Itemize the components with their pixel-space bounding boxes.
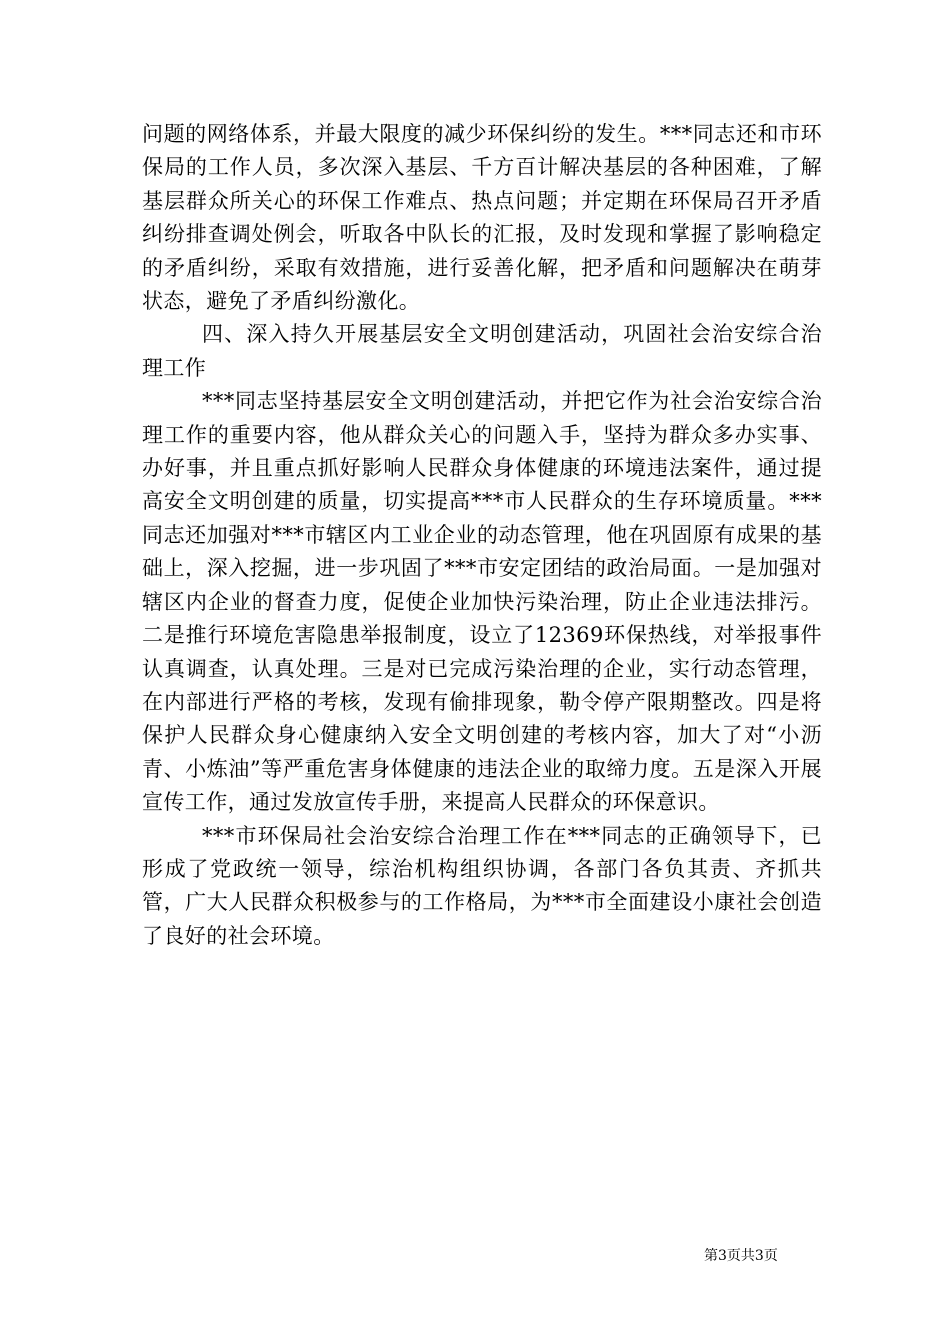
page-number: 第3页共3页	[704, 1248, 778, 1264]
document-body	[142, 118, 822, 953]
paragraph-conclusion: ***市环保局社会治安综合治理工作在***同志的正确领导下，已形成了党政统一领导，综治机构组织协调，各部门各负其责、齐抓共管，广大人民群众积极参与的工作格局，为***市全面建设小康社会创造了良好的社会环境。	[142, 823, 822, 948]
paragraph-activities: ***同志坚持基层安全文明创建活动，并把它作为社会治安综合治理工作的重要内容，他从群众关心的问题入手，坚持为群众多办实事、办好事，并且重点抓好影响人民群众身体健康的环境违法案件，通过提高安全文明创建的质量，切实提高***市人民群众的生存环境质量。***同志还加强对***市辖区内工业企业的动态管理，他在巩固原有成果的基础上，深入挖掘，进一步巩固了***市安定团结的政治局面。一是加强对辖区内企业的督查力度，促使企业加快污染治理，防止企业违法排污。二是推行环境危害隐患举报制度，设立了12369环保热线，对举报事件认真调查，认真处理。三是对已完成污染治理的企业，实行动态管理，在内部进行严格的考核，发现有偷排现象，勒令停产限期整改。四是将保护人民群众身心健康纳入安全文明创建的考核内容，加大了对“小沥青、小炼油”等严重危害身体健康的违法企业的取缔力度。五是深入开展宣传工作，通过发放宣传手册，来提高人民群众的环保意识。	[142, 389, 822, 815]
paragraph-continuation: 问题的网络体系，并最大限度的减少环保纠纷的发生。***同志还和市环保局的工作人员，多次深入基层、千方百计解决基层的各种困难，了解基层群众所关心的环保工作难点、热点问题；并定期在环保局召开矛盾纠纷排查调处例会，听取各中队长的汇报，及时发现和掌握了影响稳定的矛盾纠纷，采取有效措施，进行妥善化解，把矛盾和问题解决在萌芽状态，避免了矛盾纠纷激化。	[142, 122, 822, 314]
section-heading: 四、深入持久开展基层安全文明创建活动，巩固社会治安综合治理工作	[142, 322, 822, 380]
